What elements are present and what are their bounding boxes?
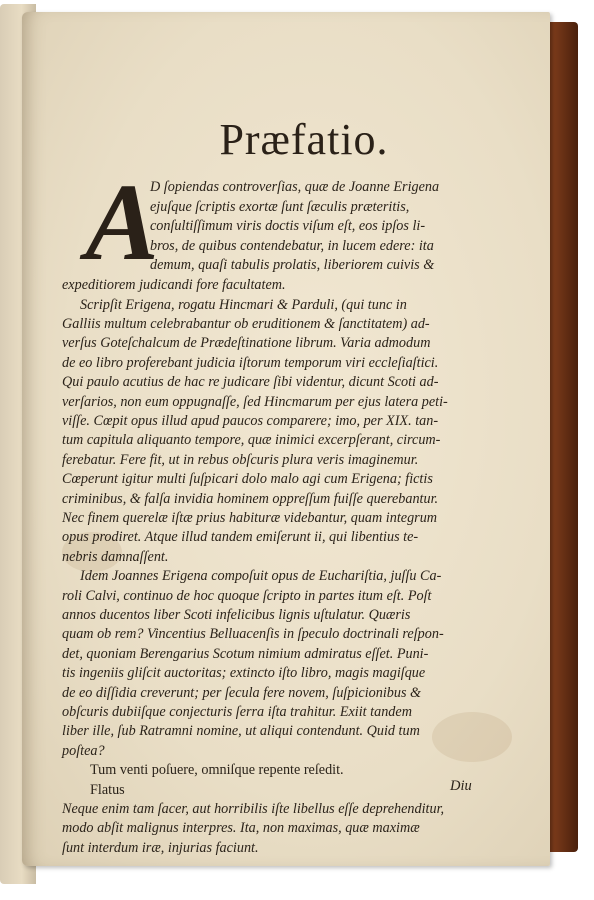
text-line: tis ingeniis gliſcit auctoritas; extincto iſto libro, magis magiſque — [62, 665, 426, 682]
text-line: liber ille, ſub Ratramni nomine, ut aliqui contendunt. Quid tum — [62, 723, 420, 740]
text-line: Neque enim tam ſacer, aut horribilis iſte libellus eſſe deprehenditur, — [62, 801, 445, 817]
catchword: Diu — [450, 778, 472, 794]
paper-stain — [432, 712, 512, 762]
text-line: ferebatur. Fere fit, ut in rebus obſcuris plura veris imaginemur. — [62, 451, 419, 468]
text-line: criminibus, & falſa invidia hominem oppreſſum fuiſſe querebantur. — [62, 490, 439, 507]
text-line: D ſopiendas controverſias, quæ de Joanne Erigena — [150, 179, 440, 195]
text-line: demum, quaſi tabulis prolatis, liberiorem cuivis & — [150, 257, 435, 274]
text-line: Qui paulo acutius de hac re judicare ſibi videntur, dicunt Scoti ad- — [62, 374, 439, 391]
text-line: verſus Goteſchalcum de Prædeſtinatione librum. Varia admodum — [62, 335, 431, 352]
text-line: Scripſit Erigena, rogatu Hincmari & Parduli, (qui tunc in — [80, 296, 407, 313]
text-line: modo abſit malignus interpres. Ita, non maximas, quæ maximæ — [62, 820, 420, 837]
text-line: obſcuris dubiiſque conjecturis ſerra iſta trahitur. Exiit tandem — [62, 704, 412, 720]
text-line: opus prodiret. Atque illud tandem emiſerunt ii, qui libentius te- — [62, 529, 419, 546]
text-line: poſtea? — [62, 742, 105, 759]
text-line: Cœperunt igitur multi ſuſpicari dolo malo agi cum Erigena; fictis — [62, 471, 433, 488]
drop-cap: A — [85, 161, 159, 283]
text-line: bros, de quibus contendebatur, in lucem edere: ita — [150, 237, 434, 254]
text-line: de eo libro proferebant judicia iſtorum temporum viri eccleſiaſtici. — [62, 354, 439, 371]
text-line: quam ob rem? Vincentius Belluacenſis in ſpeculo doctrinali reſpon- — [62, 626, 444, 643]
text-line: roli Calvi, continuo de hoc quoque ſcripto in partes itum eſt. Poſt — [62, 587, 432, 604]
text-line: expeditiorem judicandi fore facultatem. — [62, 277, 286, 293]
text-line: viſſe. Cœpit opus illud apud paucos comparere; imo, per XIX. tan- — [62, 413, 439, 429]
book-page — [22, 12, 550, 866]
text-line: conſultiſſimum viris doctis viſum eſt, eos ipſos li- — [150, 218, 426, 235]
text-line: ejuſque ſcriptis exortæ ſunt ſæculis præteritis, — [150, 198, 410, 215]
text-line: nebris damnaſſent. — [62, 548, 169, 565]
text-line: Idem Joannes Erigena compoſuit opus de Euchariſtia, juſſu Ca- — [80, 568, 442, 585]
text-line: annos ducentos liber Scoti infelicibus lignis uſtulatur. Quæris — [62, 607, 411, 623]
text-line: det, quoniam Berengarius Scotum nimium admiratus eſſet. Puni- — [62, 645, 429, 662]
text-line: Tum venti poſuere, omniſque repente reſedit. — [90, 762, 344, 779]
text-line: Nec finem querelæ iſtæ prius habituræ videbantur, quam integrum — [62, 510, 438, 526]
text-line: de eo diſſidia creverunt; per ſecula fere novem, ſuſpicionibus & — [62, 684, 422, 701]
text-line: Flatus — [90, 781, 125, 798]
text-line: ſunt interdum iræ, injurias faciunt. — [62, 839, 259, 856]
text-line: verſarios, non eum oppugnaſſe, ſed Hincmarum per ejus latera peti- — [62, 393, 448, 410]
page-title: Præfatio. — [219, 115, 389, 164]
text-line: Galliis multum celebrabantur ob eruditionem & ſanctitatem) ad- — [62, 316, 430, 332]
text-line: tum capitula aliquanto tempore, quæ inimici excerpſerant, circum- — [62, 432, 441, 449]
